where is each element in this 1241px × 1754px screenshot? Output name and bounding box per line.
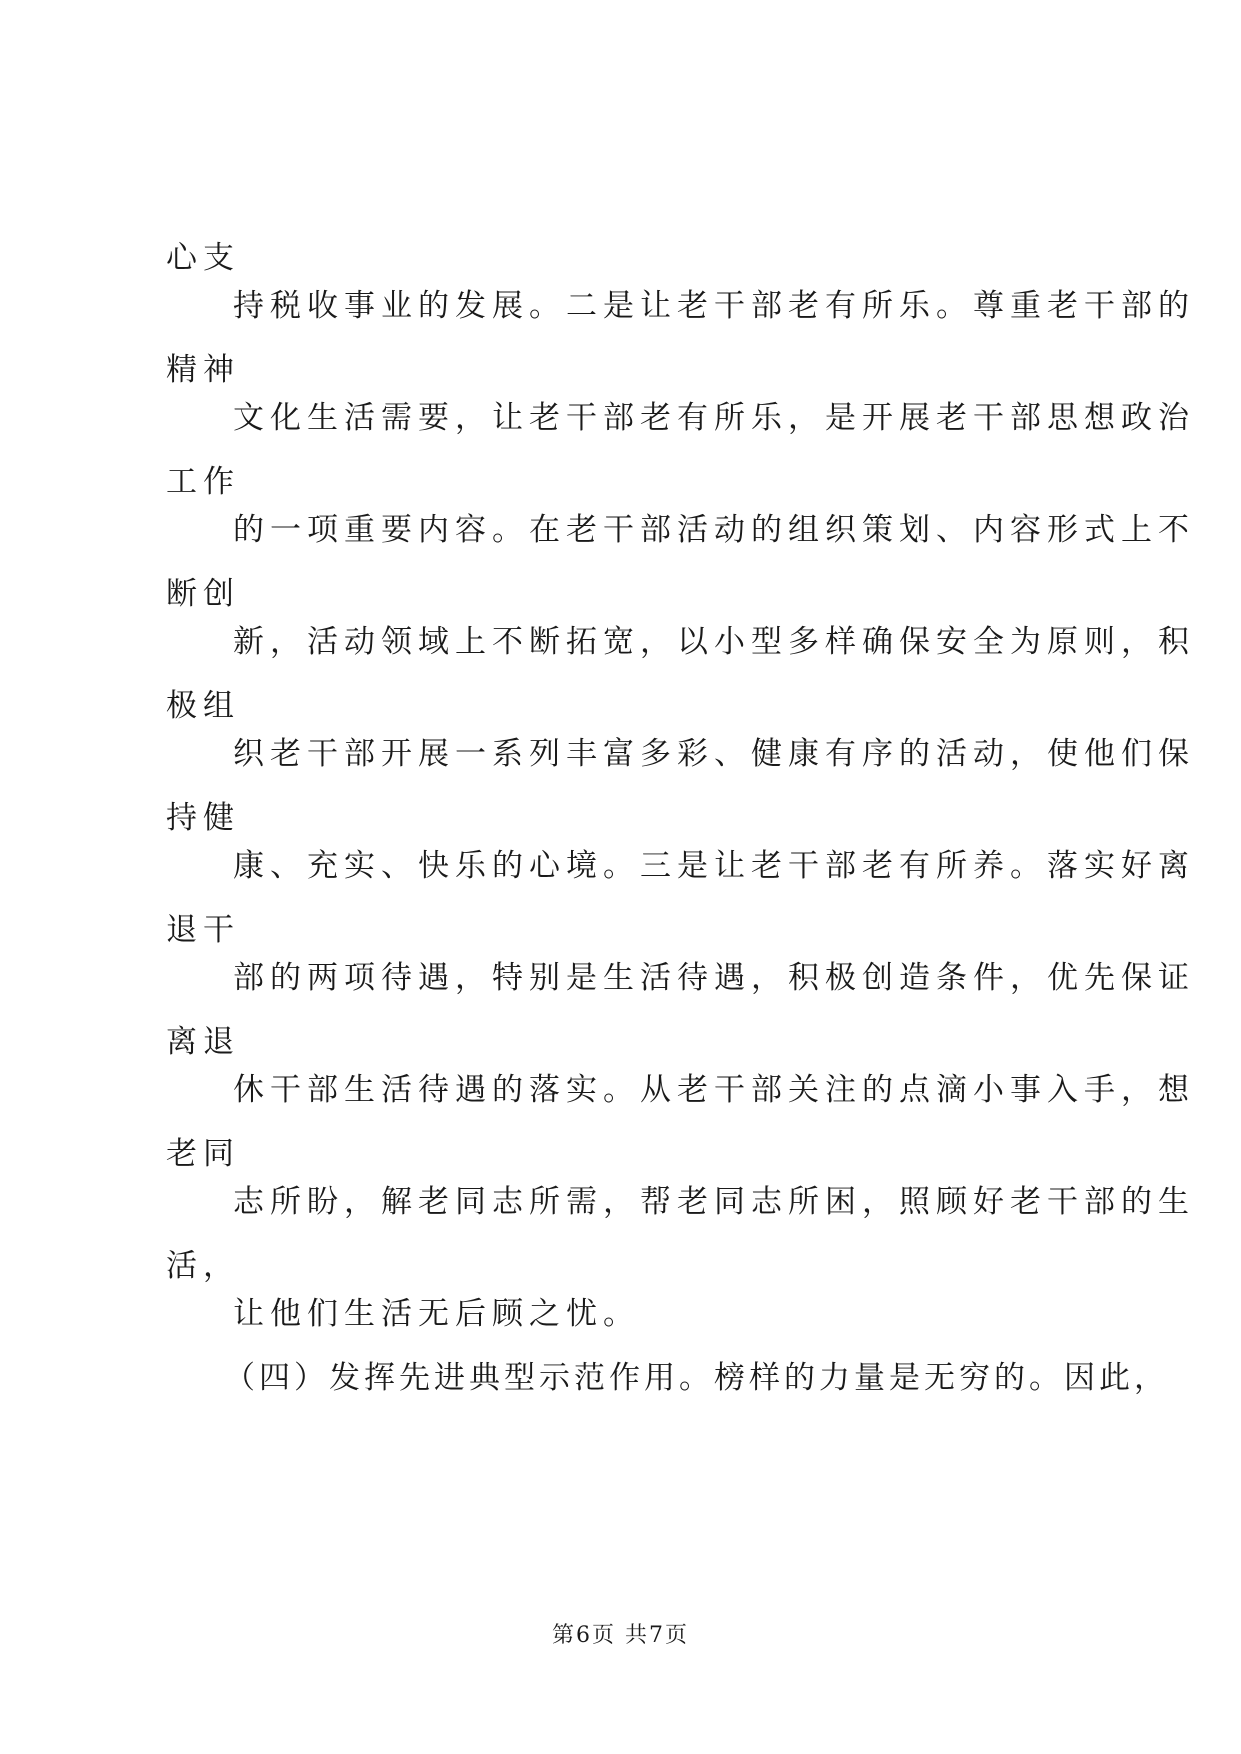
text-line-5: 工作	[166, 464, 240, 500]
text-line-12: 康、充实、快乐的心境。三是让老干部老有所养。落实好离	[233, 848, 1195, 884]
text-line-6: 的一项重要内容。在老干部活动的组织策划、内容形式上不	[233, 512, 1195, 548]
text-line-21: （四）发挥先进典型示范作用。榜样的力量是无穷的。因此，	[224, 1360, 1169, 1396]
text-line-11: 持健	[166, 800, 240, 836]
text-line-16: 休干部生活待遇的落实。从老干部关注的点滴小事入手，想	[233, 1072, 1195, 1108]
text-line-4: 文化生活需要，让老干部老有所乐，是开展老干部思想政治	[233, 400, 1195, 436]
text-line-18: 志所盼，解老同志所需，帮老同志所困，照顾好老干部的生	[233, 1184, 1195, 1220]
text-line-2: 持税收事业的发展。二是让老干部老有所乐。尊重老干部的	[233, 288, 1195, 324]
text-line-20: 让他们生活无后顾之忧。	[233, 1296, 640, 1332]
text-line-14: 部的两项待遇，特别是生活待遇，积极创造条件，优先保证	[233, 960, 1195, 996]
text-line-9: 极组	[166, 688, 240, 724]
text-line-15: 离退	[166, 1024, 240, 1060]
text-line-7: 断创	[166, 576, 240, 612]
text-line-19: 活，	[166, 1248, 240, 1284]
text-line-10: 织老干部开展一系列丰富多彩、健康有序的活动，使他们保	[233, 736, 1195, 772]
text-line-1: 心支	[166, 240, 240, 276]
text-line-17: 老同	[166, 1136, 240, 1172]
text-line-8: 新，活动领域上不断拓宽，以小型多样确保安全为原则，积	[233, 624, 1195, 660]
page-number-footer: 第6页 共7页	[552, 1623, 689, 1648]
text-line-3: 精神	[166, 352, 240, 388]
text-line-13: 退干	[166, 912, 240, 948]
